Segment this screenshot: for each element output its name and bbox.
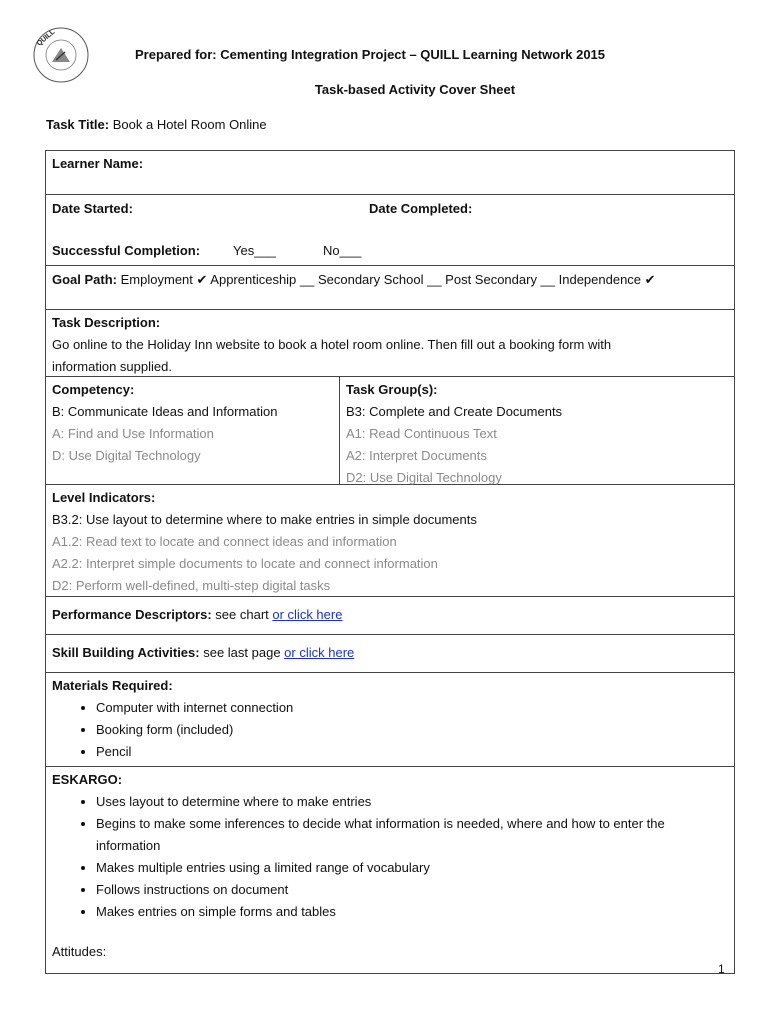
date-completed-label: Date Completed: <box>369 201 473 216</box>
level-indicator-item: A1.2: Read text to locate and connect ideas and information <box>52 534 397 549</box>
performance-click-here-link[interactable]: or click here <box>272 607 343 622</box>
eskargo-label: ESKARGO: <box>52 772 123 787</box>
level-indicator-item: D2: Perform well-defined, multi-step digital tasks <box>52 578 331 593</box>
task-group-cell <box>340 377 734 484</box>
list-item: • Booking form (included) <box>96 719 728 741</box>
successful-completion-label: Successful Completion: <box>52 243 201 258</box>
task-description-row <box>46 310 734 377</box>
task-title-label: Task Title: <box>46 117 110 132</box>
cover-sheet-title: Task-based Activity Cover Sheet <box>314 82 516 97</box>
level-indicator-item: A2.2: Interpret simple documents to locate and connect information <box>52 556 438 571</box>
task-description-label: Task Description: <box>52 315 161 330</box>
materials-row <box>46 673 734 767</box>
learner-name-row <box>46 151 734 195</box>
list-item: • Computer with internet connection <box>96 697 728 719</box>
completion-no: No___ <box>323 243 362 258</box>
task-description-line-1: Go online to the Holiday Inn website to book a hotel room online. Then fill out a booking form with <box>52 337 612 352</box>
skill-building-label: Skill Building Activities: <box>52 645 200 660</box>
task-group-item: A1: Read Continuous Text <box>346 426 497 441</box>
list-item: • Begins to make some inferences to decide what information is needed, where and how to enter the information <box>96 813 728 857</box>
materials-label: Materials Required: <box>52 678 173 693</box>
task-group-item: A2: Interpret Documents <box>346 448 487 463</box>
prepared-for-heading: Prepared for: Cementing Integration Project – QUILL Learning Network 2015 <box>134 47 606 62</box>
task-title <box>46 117 267 132</box>
task-title-value: Book a Hotel Room Online <box>112 117 267 132</box>
level-indicators-row <box>46 485 734 597</box>
task-group-item: B3: Complete and Create Documents <box>346 404 563 419</box>
competency-item: A: Find and Use Information <box>52 426 214 441</box>
task-group-item: D2: Use Digital Technology <box>346 470 502 485</box>
level-indicator-item: B3.2: Use layout to determine where to make entries in simple documents <box>52 512 477 527</box>
skill-building-row <box>46 635 734 673</box>
cover-sheet-table <box>45 150 735 974</box>
list-item: • Makes entries on simple forms and tables <box>96 901 728 923</box>
learner-name-label: Learner Name: <box>52 156 144 171</box>
level-indicators-label: Level Indicators: <box>52 490 156 505</box>
eskargo-row <box>46 767 734 973</box>
date-started-label: Date Started: <box>52 201 133 216</box>
eskargo-list <box>52 791 728 923</box>
competency-taskgroup-row <box>46 377 734 485</box>
goal-path-label: Goal Path: <box>52 272 118 287</box>
competency-cell <box>46 377 340 484</box>
list-item: • Follows instructions on document <box>96 879 728 901</box>
performance-descriptors-label: Performance Descriptors: <box>52 607 212 622</box>
attitudes-label: Attitudes: <box>52 944 107 959</box>
dates-row <box>46 195 734 310</box>
performance-descriptors-text: see chart <box>211 607 273 622</box>
competency-item: D: Use Digital Technology <box>52 448 201 463</box>
materials-list <box>52 697 728 763</box>
task-group-label: Task Group(s): <box>346 382 438 397</box>
skill-building-click-here-link[interactable]: or click here <box>284 645 355 660</box>
competency-item: B: Communicate Ideas and Information <box>52 404 278 419</box>
list-item: • Uses layout to determine where to make entries <box>96 791 728 813</box>
goal-path-options: Employment ✔ Apprenticeship __ Secondary School __ Post Secondary __ Independence ✔ <box>120 272 656 287</box>
skill-building-text: see last page <box>199 645 285 660</box>
completion-yes: Yes___ <box>233 243 276 258</box>
svg-text:QUILL: QUILL <box>35 28 57 48</box>
task-description-line-2: information supplied. <box>52 359 172 374</box>
page-number: 1 <box>718 962 725 976</box>
competency-label: Competency: <box>52 382 135 397</box>
list-item: • Pencil <box>96 741 728 763</box>
performance-descriptors-row <box>46 597 734 635</box>
list-item: • Makes multiple entries using a limited range of vocabulary <box>96 857 728 879</box>
